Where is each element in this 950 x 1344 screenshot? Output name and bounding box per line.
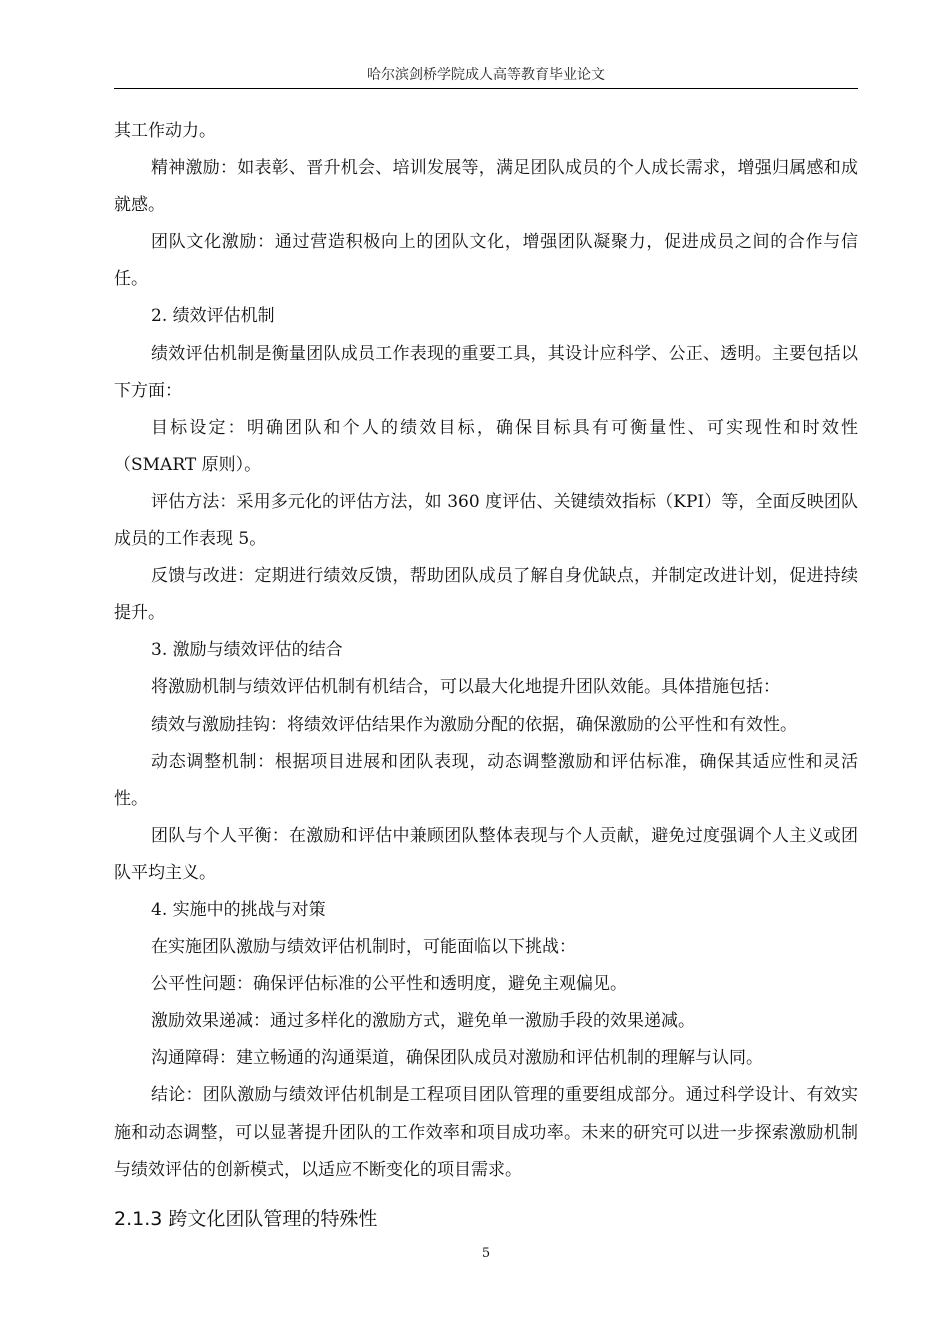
page-number: 5 — [481, 1246, 491, 1261]
paragraph: 动态调整机制：根据项目进展和团队表现，动态调整激励和评估标准，确保其适应性和灵活性。 — [114, 751, 858, 809]
paragraph: 团队与个人平衡：在激励和评估中兼顾团队整体表现与个人贡献，避免过度强调个人主义或团队平均主义。 — [114, 825, 858, 883]
paragraph: 在实施团队激励与绩效评估机制时，可能面临以下挑战： — [151, 937, 576, 958]
paragraph: 评估方法：采用多元化的评估方法，如 360 度评估、关键绩效指标（KPI）等，全面反映团队成员的工作表现 5。 — [114, 491, 858, 550]
paragraph: 目标设定：明确团队和个人的绩效目标，确保目标具有可衡量性、可实现性和时效性（SMART 原则）。 — [114, 417, 858, 475]
paragraph: 绩效评估机制是衡量团队成员工作表现的重要工具，其设计应科学、公正、透明。主要包括以下方面： — [114, 343, 858, 401]
header-rule — [114, 88, 858, 89]
paragraph: 激励效果递减：通过多样化的激励方式，避免单一激励手段的效果递减。 — [151, 1011, 695, 1032]
subsection-title: 2. 绩效评估机制 — [151, 306, 275, 327]
paragraph: 团队文化激励：通过营造积极向上的团队文化，增强团队凝聚力，促进成员之间的合作与信任。 — [114, 232, 858, 290]
paragraph: 反馈与改进：定期进行绩效反馈，帮助团队成员了解自身优缺点，并制定改进计划，促进持续提升。 — [114, 566, 858, 624]
paragraph: 绩效与激励挂钩：将绩效评估结果作为激励分配的依据，确保激励的公平性和有效性。 — [151, 714, 797, 735]
paragraph: 将激励机制与绩效评估机制有机结合，可以最大化地提升团队效能。具体措施包括： — [151, 677, 780, 698]
paragraph: 精神激励：如表彰、晋升机会、培训发展等，满足团队成员的个人成长需求，增强归属感和成就感。 — [114, 158, 858, 216]
paragraph: 其工作动力。 — [114, 121, 216, 141]
section-heading: 2.1.3 跨文化团队管理的特殊性 — [114, 1208, 378, 1230]
running-header: 哈尔滨剑桥学院成人高等教育毕业论文 — [367, 67, 605, 83]
body-text — [114, 113, 858, 1189]
paragraph: 沟通障碍：建立畅通的沟通渠道，确保团队成员对激励和评估机制的理解与认同。 — [151, 1048, 763, 1069]
paragraph: 公平性问题：确保评估标准的公平性和透明度，避免主观偏见。 — [151, 974, 627, 995]
subsection-title: 3. 激励与绩效评估的结合 — [151, 640, 343, 661]
paragraph: 结论：团队激励与绩效评估机制是工程项目团队管理的重要组成部分。通过科学设计、有效实施和动态调整，可以显著提升团队的工作效率和项目成功率。未来的研究可以进一步探索激励机制与绩效评估的创新模式，以适应不断变化的项目需求。 — [114, 1085, 858, 1180]
subsection-title: 4. 实施中的挑战与对策 — [151, 899, 326, 920]
